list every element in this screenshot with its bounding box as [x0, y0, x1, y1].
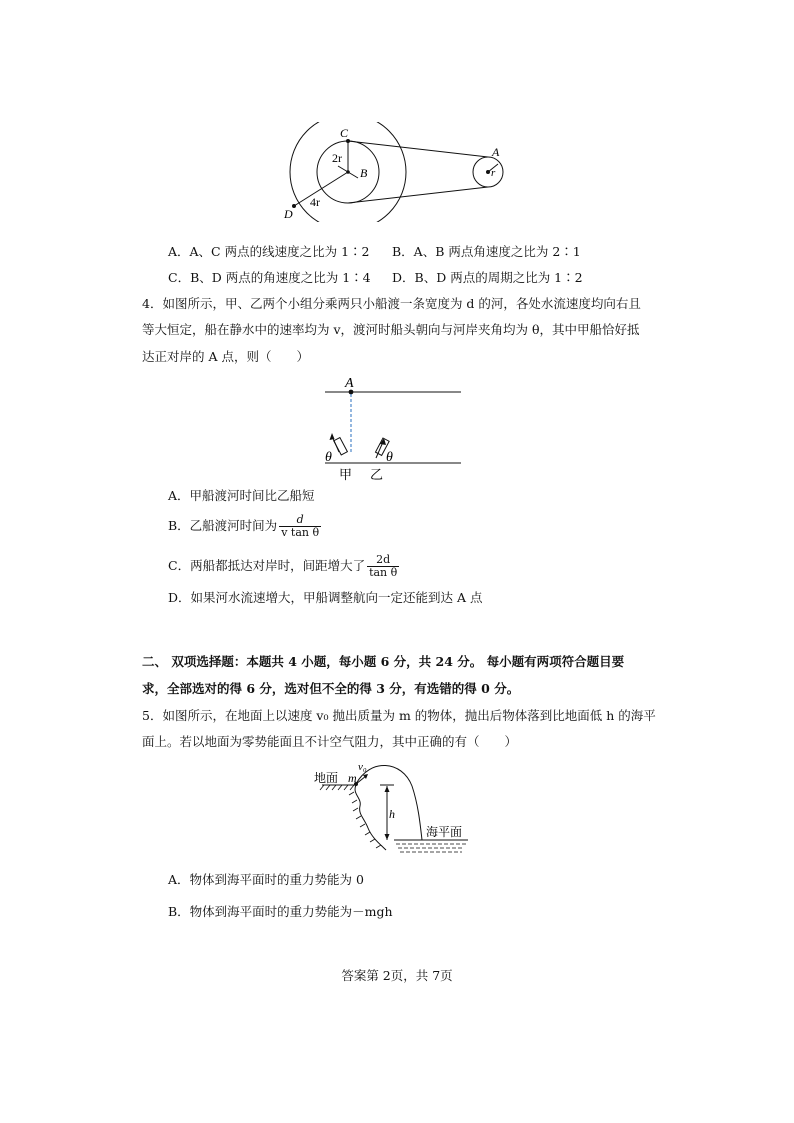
q3-option-a: A．A、C 两点的线速度之比为 1∶2 [168, 244, 370, 259]
cliff-figure [312, 758, 472, 860]
label-4r: 4r [310, 195, 320, 209]
theta-right: θ [386, 450, 393, 465]
theta-left: θ [325, 450, 332, 465]
q5-stem-line2: 面上。若以地面为零势能面且不计空气阻力，其中正确的有（ ） [142, 734, 518, 749]
q4-stem-line3: 达正对岸的 A 点，则（ ） [142, 349, 309, 364]
sea-level-label: 海平面 [426, 825, 463, 839]
q4-option-b-text: B．乙船渡河时间为 [168, 518, 278, 533]
river-label-a: A [345, 376, 354, 391]
fraction-numerator: 2d [376, 553, 391, 566]
q5-stem-line1: 5．如图所示，在地面上以速度 v₀ 抛出质量为 m 的物体，抛出后物体落到比地面低 h 的海平 [142, 708, 656, 723]
velocity-label: v₀ [358, 761, 367, 773]
q3-option-d: D．B、D 两点的周期之比为 1∶2 [392, 270, 583, 285]
q4-stem-line1: 4．如图所示，甲、乙两个小组分乘两只小船渡一条宽度为 d 的河，各处水流速度均向右且 [142, 296, 641, 311]
ground-label: 地面 [314, 771, 339, 785]
height-label: h [389, 807, 395, 821]
q3-option-b: B．A、B 两点角速度之比为 2∶1 [392, 244, 581, 259]
fraction-numerator: d [296, 513, 304, 526]
mass-label: m [348, 771, 357, 785]
label-r: r [491, 167, 496, 179]
q4-option-c [168, 554, 399, 579]
fraction-denominator: v tan θ [281, 526, 320, 539]
boat-jia-label: 甲 [339, 467, 353, 482]
q4-option-b [168, 514, 321, 539]
page-footer: 答案第 2页，共 7页 [341, 968, 453, 983]
river-figure [320, 372, 465, 484]
label-b: B [360, 166, 368, 180]
q4-option-c-text: C．两船都抵达对岸时，间距增大了 [168, 558, 366, 573]
pulley-figure [280, 122, 510, 222]
label-d: D [284, 207, 293, 221]
section2-heading-line2: 求，全部选对的得 6 分，选对但不全的得 3 分，有选错的得 0 分。 [142, 681, 520, 696]
q5-option-b: B．物体到海平面时的重力势能为－mgh [168, 904, 393, 919]
fraction-denominator: tan θ [369, 566, 398, 579]
label-c: C [340, 126, 349, 140]
q3-option-c: C．B、D 两点的角速度之比为 1∶4 [168, 270, 371, 285]
label-a: A [492, 145, 500, 159]
q4-stem-line2: 等大恒定，船在静水中的速率均为 v，渡河时船头朝向与河岸夹角均为 θ，其中甲船恰好抵 [142, 322, 640, 337]
q4-option-d: D．如果河水流速增大，甲船调整航向一定还能到达 A 点 [168, 590, 483, 605]
q4-option-a: A．甲船渡河时间比乙船短 [168, 488, 315, 503]
q4-option-b-fraction [279, 514, 321, 539]
q4-option-c-fraction [367, 554, 399, 579]
section2-heading-line1: 二、 双项选择题：本题共 4 小题，每小题 6 分，共 24 分。 每小题有两项符合题目要 [142, 654, 625, 669]
q5-option-a: A．物体到海平面时的重力势能为 0 [168, 872, 364, 887]
label-2r: 2r [332, 151, 342, 165]
boat-yi-label: 乙 [370, 467, 384, 482]
